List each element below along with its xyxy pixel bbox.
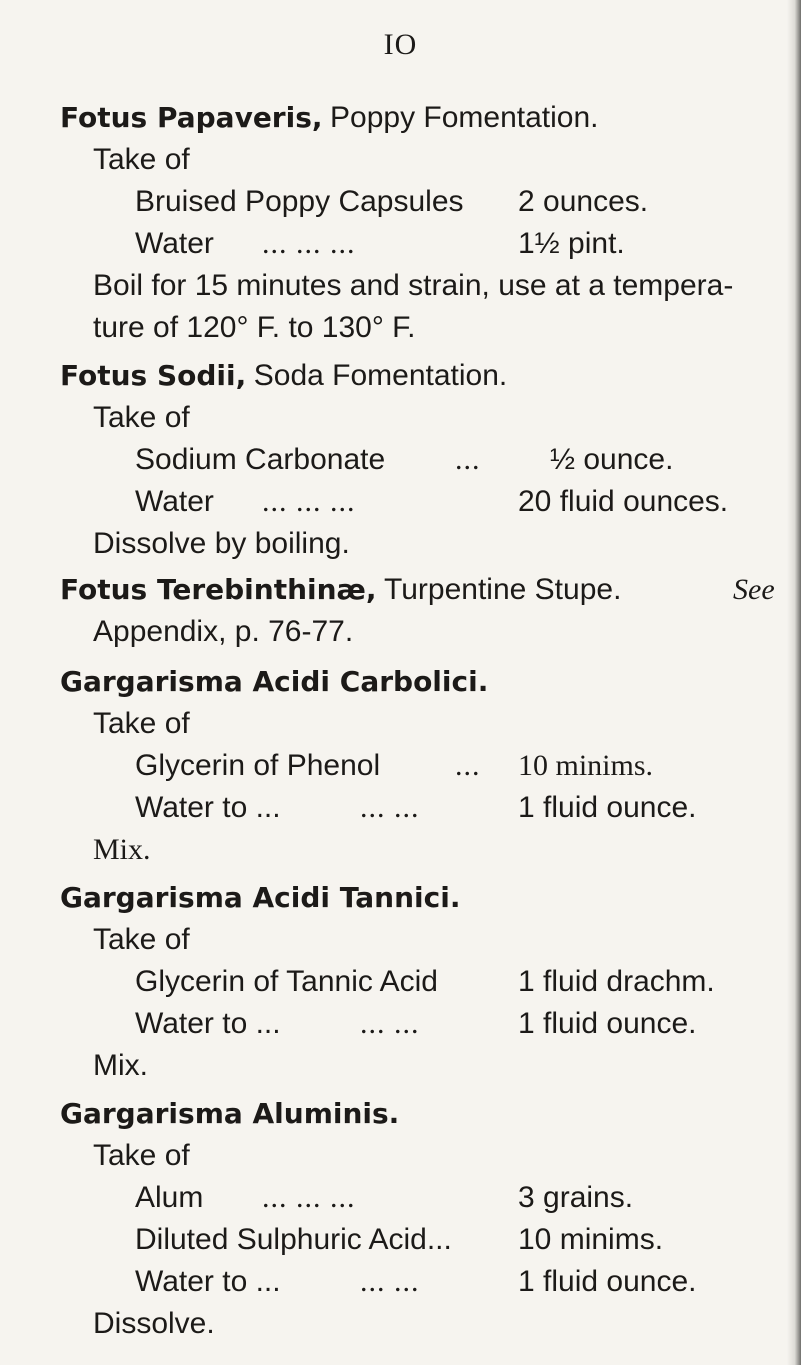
page-number: IO xyxy=(383,28,418,61)
heading-text: Gargarisma Acidi Tannici. xyxy=(60,881,461,914)
ingredient-name: Glycerin of Phenol xyxy=(135,749,381,782)
heading-subtitle: Turpentine Stupe. xyxy=(384,573,622,606)
ingredient-name: Water to ... xyxy=(135,1265,281,1298)
heading-subtitle: Poppy Fomentation. xyxy=(330,101,599,134)
ingredient-qty: 3 grains. xyxy=(518,1181,634,1214)
ingredient-name: Glycerin of Tannic Acid xyxy=(135,965,438,998)
see-reference xyxy=(733,572,775,608)
ingredient-qty: 1 fluid drachm. xyxy=(518,965,715,998)
ingredient-name: Water xyxy=(135,227,214,260)
section-heading-fotus-sodii xyxy=(60,358,507,394)
ingredient-qty: 10 minims. xyxy=(518,1223,664,1256)
ingredient-name: Diluted Sulphuric Acid... xyxy=(135,1223,452,1256)
appendix-reference: Appendix, p. 76-77. xyxy=(93,615,354,648)
heading-text: Fotus Terebinthinæ, xyxy=(60,573,377,606)
instruction-text: Dissolve. xyxy=(93,1307,215,1340)
ingredient-name: Alum xyxy=(135,1181,204,1214)
ingredient-name: Water xyxy=(135,485,214,518)
section-heading-fotus-terebinthinae xyxy=(60,572,621,608)
ingredient-qty: 20 fluid ounces. xyxy=(518,485,729,518)
heading-subtitle: Soda Fomentation. xyxy=(253,359,508,392)
instruction-text: Mix. xyxy=(93,1049,148,1082)
leader-dots: ... ... xyxy=(360,1265,420,1298)
ingredient-name: Water to ... xyxy=(135,1007,281,1040)
ingredient-name: Water to ... xyxy=(135,791,281,824)
instruction-text: ture of 120° F. to 130° F. xyxy=(93,311,416,344)
leader-dots: ... ... ... xyxy=(262,1181,356,1214)
ingredient-qty: 1½ pint. xyxy=(518,227,625,260)
heading-text: Fotus Sodii, xyxy=(60,359,247,392)
ingredient-name: Bruised Poppy Capsules xyxy=(135,185,464,218)
instruction-text: Boil for 15 minutes and strain, use at a tempera- xyxy=(93,269,734,302)
take-of-label: Take of xyxy=(93,143,190,176)
ingredient-qty: ½ ounce. xyxy=(550,443,674,476)
take-of-label: Take of xyxy=(93,707,190,740)
heading-text: Gargarisma Aluminis. xyxy=(60,1097,400,1130)
section-heading-gargarisma-aluminis xyxy=(60,1096,399,1132)
leader-dots: ... xyxy=(455,749,481,782)
leader-dots: ... ... xyxy=(360,791,420,824)
section-heading-fotus-papaveris xyxy=(60,100,599,136)
heading-text: Gargarisma Acidi Carbolici. xyxy=(60,665,489,698)
leader-dots: ... ... ... xyxy=(262,485,356,518)
take-of-label: Take of xyxy=(93,401,190,434)
section-heading-gargarisma-acidi-tannici xyxy=(60,880,460,916)
heading-text: Fotus Papaveris, xyxy=(60,101,323,134)
page-edge-shadow xyxy=(787,0,801,1365)
ingredient-qty: 2 ounces. xyxy=(518,185,649,218)
section-heading-gargarisma-acidi-carbolici xyxy=(60,664,488,700)
instruction-text: Mix. xyxy=(93,833,151,866)
leader-dots: ... ... xyxy=(360,1007,420,1040)
leader-dots: ... xyxy=(455,443,481,476)
take-of-label: Take of xyxy=(93,923,190,956)
see-text: See xyxy=(733,573,775,606)
ingredient-name: Sodium Carbonate xyxy=(135,443,386,476)
leader-dots: ... ... ... xyxy=(262,227,356,260)
ingredient-qty: 10 minims. xyxy=(518,749,654,782)
instruction-text: Dissolve by boiling. xyxy=(93,527,350,560)
ingredient-qty: 1 fluid ounce. xyxy=(518,1007,697,1040)
take-of-label: Take of xyxy=(93,1139,190,1172)
ingredient-qty: 1 fluid ounce. xyxy=(518,791,697,824)
ingredient-qty: 1 fluid ounce. xyxy=(518,1265,697,1298)
